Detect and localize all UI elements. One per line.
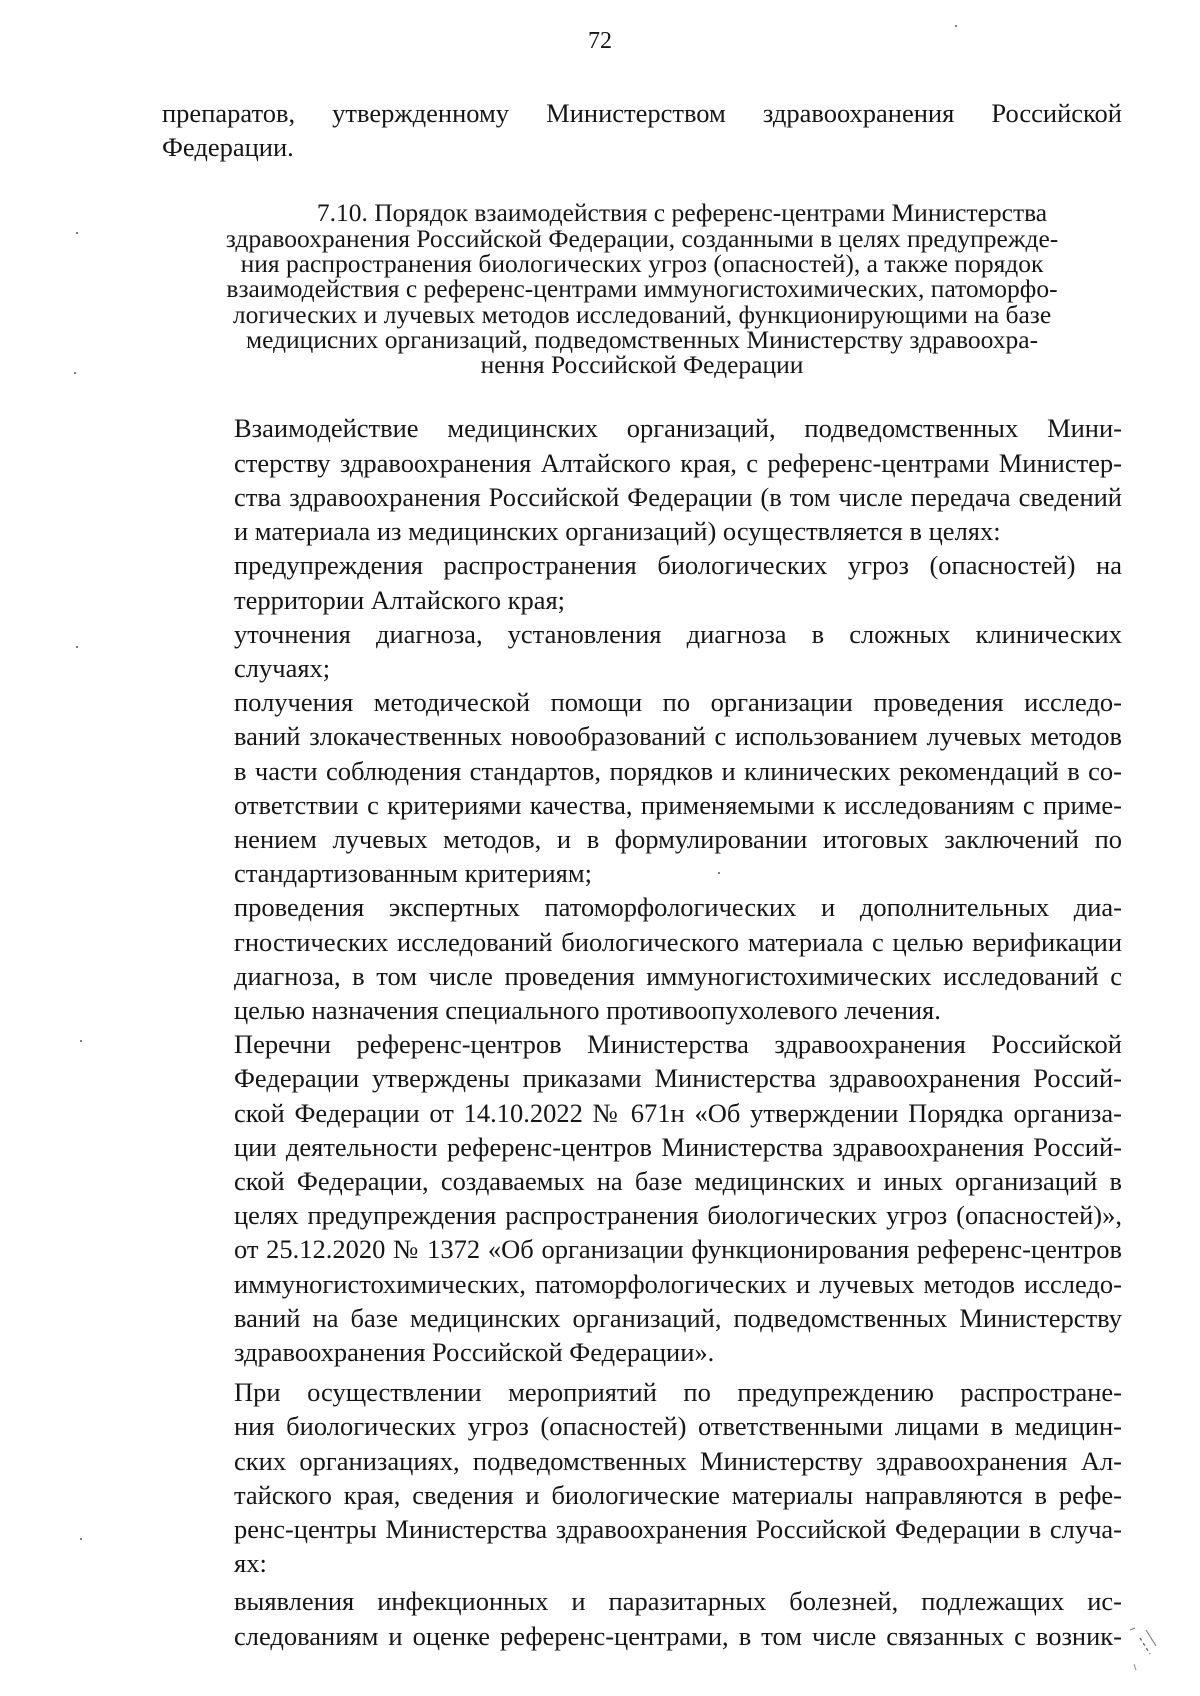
- scan-speck: [718, 872, 720, 874]
- text-line: ях:: [234, 1548, 267, 1579]
- scan-mark-icon: [1126, 1624, 1166, 1674]
- text-line: ответствии с критериями качества, применяемыми к исследованиям с приме-: [234, 789, 1122, 820]
- text-line: тайского края, сведения и биологические материалы направляются в рефе-: [234, 1479, 1122, 1510]
- heading-line: ния распространения биологических угроз (опасностей), а также порядок: [240, 249, 1044, 278]
- text-line: При осуществлении мероприятий по предупреждению распростране-: [234, 1377, 1122, 1408]
- text-line: стандартизованным критериям;: [234, 858, 592, 889]
- text-line: уточнения диагноза, установления диагноза в сложных клинических: [234, 618, 1122, 649]
- text-line: диагноза, в том числе проведения иммуногистохимических исследований с: [234, 960, 1122, 991]
- text-line: ской Федерации от 14.10.2022 № 671н «Об утверждении Порядка организа-: [234, 1097, 1122, 1128]
- text-line: случаях;: [234, 652, 331, 683]
- scan-speck: [955, 25, 957, 27]
- document-body: [162, 96, 1122, 1653]
- text-line: ства здравоохранения Российской Федерации (в том числе передача сведений: [234, 481, 1122, 512]
- text-line: выявления инфекционных и паразитарных болезней, подлежащих ис-: [234, 1586, 1122, 1617]
- body-paragraph: [162, 1375, 1122, 1580]
- text-line: ваний на базе медицинских организаций, подведомственных Министерству: [234, 1302, 1122, 1333]
- text-line: целях предупреждения распространения биологических угроз (опасностей)»,: [234, 1200, 1122, 1231]
- intro-paragraph: [162, 96, 1122, 164]
- heading-line: логических и лучевых методов исследований, функционирующими на базе: [232, 299, 1052, 329]
- text-line: ния биологических угроз (опасностей) ответственными лицами в медицин-: [234, 1411, 1122, 1442]
- scan-speck: [76, 646, 78, 648]
- scan-speck: [76, 232, 78, 234]
- page-number: 72: [588, 28, 612, 54]
- list-paragraph: [162, 685, 1122, 890]
- list-paragraph: [162, 617, 1122, 685]
- heading-line: нення Российской Федерации: [480, 350, 804, 380]
- heading-line: здравоохранения Российской Федерации, созданными в целях предупрежде-: [225, 223, 1059, 253]
- scan-speck: [80, 1538, 82, 1540]
- heading-line: 7.10. Порядок взаимодействия с референс-центрами Министерства: [316, 198, 1048, 228]
- text-line: и материала из медицинских организаций) осуществляется в целях:: [234, 516, 1001, 547]
- text-line: ции деятельности референс-центров Министерства здравоохранения Россий-: [234, 1131, 1122, 1162]
- scan-speck: [80, 1040, 82, 1042]
- text-line: предупреждения распространения биологических угроз (опасностей) на: [234, 550, 1122, 581]
- text-line: стерству здравоохранения Алтайского края, с референс-центрами Министер-: [234, 447, 1122, 478]
- list-paragraph: [162, 1584, 1122, 1652]
- text-line: Перечни референс-центров Министерства здравоохранения Российской: [234, 1029, 1122, 1060]
- text-line: гностических исследований биологического материала с целью верификации: [234, 926, 1122, 957]
- section-heading: [162, 198, 1122, 380]
- text-line: от 25.12.2020 № 1372 «Об организации функционирования референс-центров: [234, 1234, 1122, 1265]
- text-line: Взаимодействие медицинских организаций, подведомственных Мини-: [234, 413, 1122, 444]
- text-line: ских организациях, подведомственных Министерству здравоохранения Ал-: [234, 1445, 1122, 1476]
- text-line: нением лучевых методов, и в формулировании итоговых заключений по: [234, 823, 1122, 854]
- text-line: получения методической помощи по организации проведения исследо-: [234, 687, 1122, 718]
- text-line: ской Федерации, создаваемых на базе медицинских и иных организаций в: [234, 1165, 1122, 1196]
- text-line: следованиям и оценке референс-центрами, в том числе связанных с возник-: [234, 1620, 1122, 1651]
- text-line: иммуногистохимических, патоморфологических и лучевых методов исследо-: [234, 1268, 1122, 1299]
- body-paragraph: [162, 411, 1122, 548]
- heading-line: медицисних организаций, подведомственных Министерству здравоохра-: [245, 324, 1039, 354]
- text-line: Федерации утверждены приказами Министерства здравоохранения Россий-: [234, 1063, 1122, 1094]
- text-line: территории Алтайского края;: [234, 584, 566, 615]
- text-line: проведения экспертных патоморфологических и дополнительных диа-: [234, 892, 1122, 923]
- scan-speck: [74, 372, 76, 374]
- text-line: ваний злокачественных новообразований с использованием лучевых методов: [234, 721, 1122, 752]
- text-line: в части соблюдения стандартов, порядков и клинических рекомендаций в со-: [234, 755, 1122, 786]
- body-paragraph: [162, 1027, 1122, 1369]
- text-line: целью назначения специального противоопухолевого лечения.: [234, 994, 941, 1025]
- text-line: Федерации.: [162, 132, 294, 163]
- heading-line: взаимодействия с референс-центрами иммуногистохимических, патоморфо-: [226, 274, 1058, 304]
- text-line: здравоохранения Российской Федерации».: [234, 1336, 715, 1367]
- text-line: ренс-центры Министерства здравоохранения Российской Федерации в случа-: [234, 1513, 1122, 1544]
- list-paragraph: [162, 548, 1122, 616]
- list-paragraph: [162, 890, 1122, 1027]
- text-line: препаратов, утвержденному Министерством здравоохранения Российской: [162, 98, 1122, 128]
